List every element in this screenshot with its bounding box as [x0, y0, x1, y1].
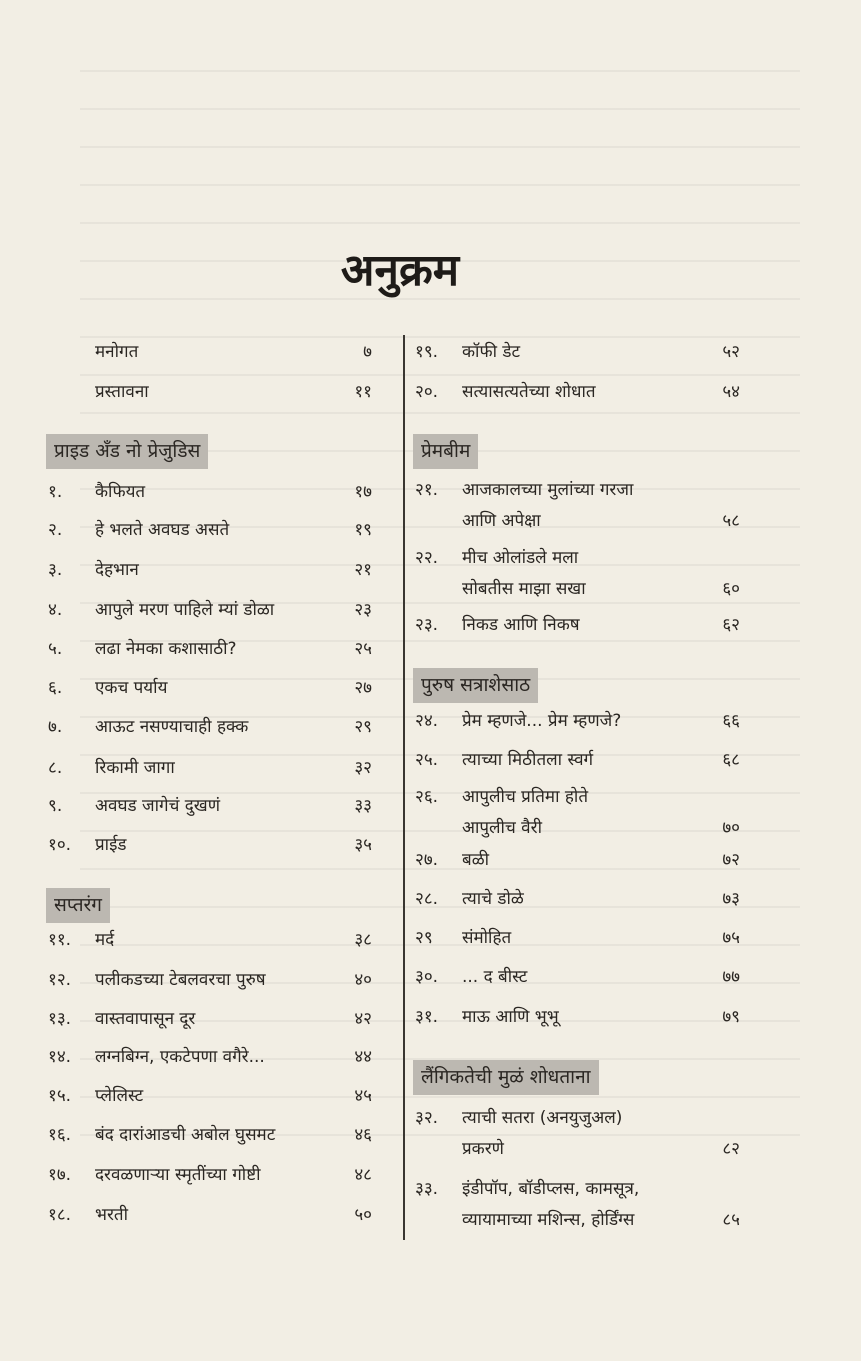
- entry-page-number: ३८: [354, 930, 372, 950]
- entry-page-number: ४४: [354, 1047, 372, 1067]
- entry-page-number: १७: [354, 482, 372, 502]
- entry-title: रिकामी जागा: [95, 758, 175, 778]
- entry-page-number: २३: [354, 600, 372, 620]
- entry-title: इंडीपॉप, बॉडीप्लस, कामसूत्र,: [462, 1179, 640, 1199]
- entry-page-number: ४८: [354, 1165, 372, 1185]
- entry-title: आपुले मरण पाहिले म्यां डोळा: [95, 600, 275, 620]
- entry-title: त्याची सतरा (अनयुजुअल): [462, 1108, 623, 1128]
- entry-page-number: ४६: [354, 1125, 372, 1145]
- entry-page-number: ६२: [722, 615, 740, 635]
- entry-page-number: ५८: [722, 511, 740, 531]
- entry-number: १२.: [48, 970, 72, 990]
- entry-page-number: ५०: [354, 1205, 372, 1225]
- entry-page-number: ८५: [722, 1210, 740, 1230]
- entry-title: भरती: [95, 1205, 128, 1225]
- entry-number: ५.: [48, 639, 63, 659]
- entry-page-number: ६०: [722, 579, 740, 599]
- entry-page-number: ३३: [354, 796, 372, 816]
- entry-title: प्राईड: [95, 835, 127, 855]
- entry-title: कैफियत: [95, 482, 146, 502]
- entry-number: १६.: [48, 1125, 72, 1145]
- entry-title-continued: आपुलीच वैरी: [462, 818, 542, 838]
- entry-title: ... द बीस्ट: [462, 967, 528, 987]
- entry-title: मनोगत: [95, 342, 139, 362]
- section-heading: लैंगिकतेची मुळं शोधताना: [413, 1060, 599, 1095]
- entry-number: २५.: [415, 750, 439, 770]
- entry-title: प्रेम म्हणजे... प्रेम म्हणजे?: [462, 711, 622, 731]
- entry-number: २०.: [415, 382, 439, 402]
- entry-page-number: ६६: [722, 711, 740, 731]
- entry-title: वास्तवापासून दूर: [95, 1009, 196, 1029]
- entry-number: ६.: [48, 678, 63, 698]
- entry-page-number: ३५: [354, 835, 372, 855]
- entry-number: २.: [48, 520, 63, 540]
- entry-number: १५.: [48, 1086, 72, 1106]
- entry-page-number: ५४: [722, 382, 740, 402]
- entry-page-number: ७७: [722, 967, 740, 987]
- entry-title: प्रस्तावना: [95, 382, 149, 402]
- entry-title: दरवळणाऱ्या स्मृतींच्या गोष्टी: [95, 1165, 261, 1185]
- entry-title-continued: व्यायामाच्या मशिन्स, होर्डिंग्स: [462, 1210, 635, 1230]
- entry-title: पलीकडच्या टेबलवरचा पुरुष: [95, 970, 266, 990]
- entry-page-number: ३२: [354, 758, 372, 778]
- entry-title: निकड आणि निकष: [462, 615, 580, 635]
- entry-title: कॉफी डेट: [462, 342, 521, 362]
- entry-number: ७.: [48, 717, 63, 737]
- entry-number: ४.: [48, 600, 63, 620]
- entry-number: १०.: [48, 835, 72, 855]
- entry-title: आपुलीच प्रतिमा होते: [462, 787, 589, 807]
- entry-page-number: ७९: [722, 1007, 740, 1027]
- section-heading: पुरुष सत्राशेसाठ: [413, 668, 538, 703]
- entry-page-number: ४२: [354, 1009, 372, 1029]
- entry-title: त्याचे डोळे: [462, 889, 524, 909]
- entry-page-number: ७५: [722, 928, 740, 948]
- entry-number: १७.: [48, 1165, 72, 1185]
- entry-page-number: ७३: [722, 889, 740, 909]
- entry-title-continued: प्रकरणे: [462, 1139, 504, 1159]
- entry-number: २७.: [415, 850, 439, 870]
- entry-title: हे भलते अवघड असते: [95, 520, 230, 540]
- entry-title: माऊ आणि भूभू: [462, 1007, 559, 1027]
- entry-number: १८.: [48, 1205, 72, 1225]
- entry-page-number: ५२: [722, 342, 740, 362]
- entry-number: ३३.: [415, 1179, 439, 1199]
- entry-number: ३२.: [415, 1108, 439, 1128]
- entry-page-number: ७२: [722, 850, 740, 870]
- section-heading: प्राइड अँड नो प्रेजुडिस: [46, 434, 208, 469]
- entry-title-continued: सोबतीस माझा सखा: [462, 579, 586, 599]
- entry-number: २८.: [415, 889, 439, 909]
- entry-page-number: ८२: [722, 1139, 740, 1159]
- entry-title: मर्द: [95, 930, 115, 950]
- entry-number: ३१.: [415, 1007, 439, 1027]
- entry-title: लढा नेमका कशासाठी?: [95, 639, 237, 659]
- entry-page-number: ४५: [354, 1086, 372, 1106]
- entry-title: प्लेलिस्ट: [95, 1086, 144, 1106]
- entry-number: २९: [415, 928, 433, 948]
- entry-number: १९.: [415, 342, 439, 362]
- entry-number: २३.: [415, 615, 439, 635]
- entry-number: ११.: [48, 930, 72, 950]
- entry-number: ३.: [48, 560, 63, 580]
- entry-number: ३०.: [415, 967, 439, 987]
- entry-title: एकच पर्याय: [95, 678, 168, 698]
- entry-title: अवघड जागेचं दुखणं: [95, 796, 220, 816]
- entry-page-number: २७: [354, 678, 372, 698]
- entry-page-number: २५: [354, 639, 372, 659]
- entry-page-number: ६८: [722, 750, 740, 770]
- page-title: अनुक्रम: [340, 245, 460, 296]
- entry-number: ९.: [48, 796, 63, 816]
- section-heading: प्रेमबीम: [413, 434, 478, 469]
- entry-number: १४.: [48, 1047, 72, 1067]
- entry-number: २२.: [415, 548, 439, 568]
- section-heading: सप्तरंग: [46, 888, 110, 923]
- entry-number: २४.: [415, 711, 439, 731]
- entry-page-number: ११: [354, 382, 372, 402]
- entry-number: १.: [48, 482, 63, 502]
- entry-title-continued: आणि अपेक्षा: [462, 511, 541, 531]
- entry-page-number: ७०: [722, 818, 740, 838]
- entry-page-number: ४०: [354, 970, 372, 990]
- entry-page-number: १९: [354, 520, 372, 540]
- entry-title: लग्नबिग्न, एकटेपणा वगैरे...: [95, 1047, 265, 1067]
- entry-title: सत्यासत्यतेच्या शोधात: [462, 382, 596, 402]
- column-divider: [403, 335, 405, 1240]
- entry-title: आऊट नसण्याचाही हक्क: [95, 717, 249, 737]
- entry-number: २१.: [415, 480, 439, 500]
- entry-title: त्याच्या मिठीतला स्वर्ग: [462, 750, 594, 770]
- entry-number: ८.: [48, 758, 63, 778]
- entry-page-number: २१: [354, 560, 372, 580]
- entry-title: देहभान: [95, 560, 139, 580]
- entry-page-number: ७: [363, 342, 372, 362]
- entry-number: १३.: [48, 1009, 72, 1029]
- entry-title: बळी: [462, 850, 490, 870]
- entry-title: बंद दारांआडची अबोल घुसमट: [95, 1125, 276, 1145]
- entry-title: संमोहित: [462, 928, 512, 948]
- entry-title: मीच ओलांडले मला: [462, 548, 579, 568]
- entry-title: आजकालच्या मुलांच्या गरजा: [462, 480, 634, 500]
- entry-number: २६.: [415, 787, 439, 807]
- entry-page-number: २९: [354, 717, 372, 737]
